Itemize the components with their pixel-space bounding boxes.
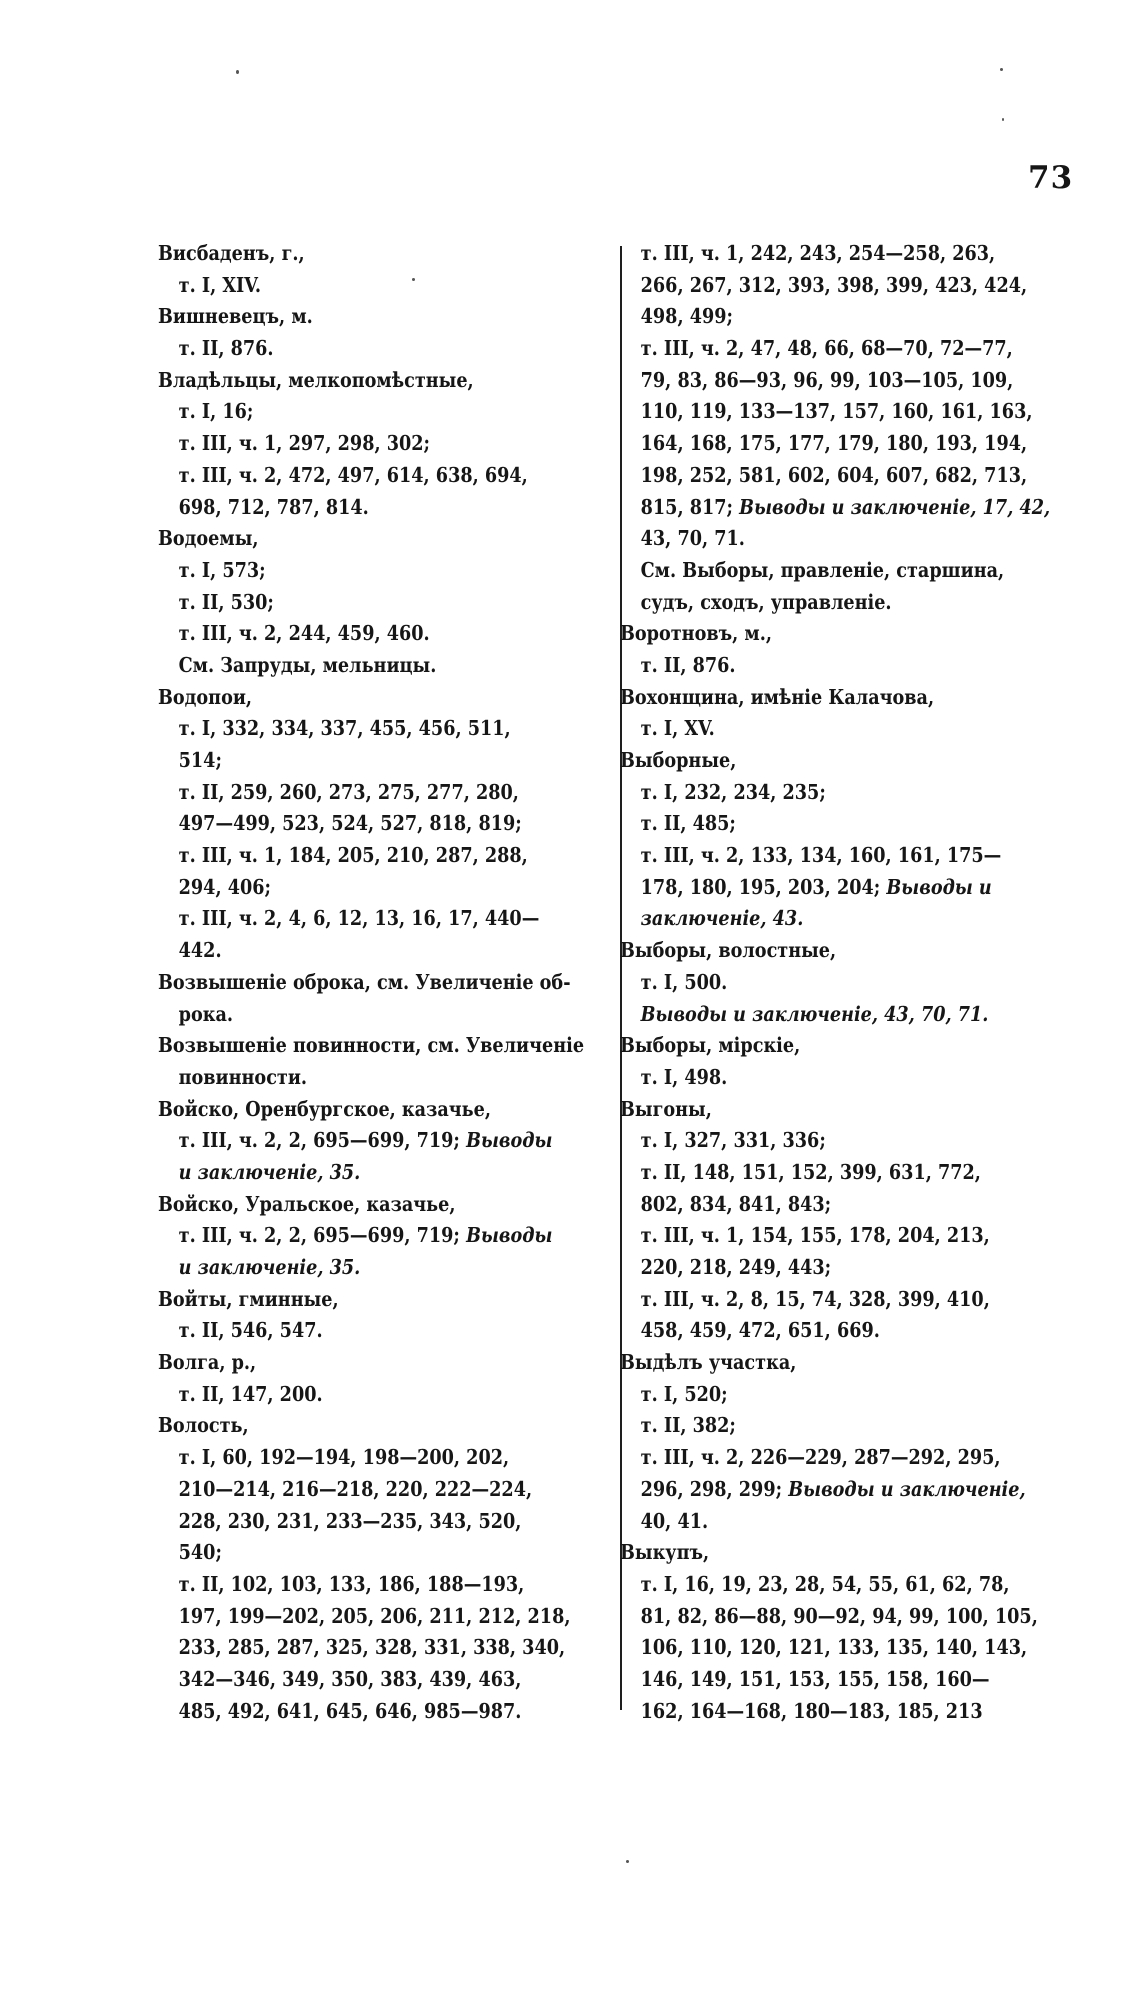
- index-entry-line: [620, 1252, 1054, 1284]
- index-entry-line: [158, 460, 567, 492]
- index-entry-line: [158, 1220, 567, 1252]
- index-entry-line: [620, 1569, 1054, 1601]
- index-text: т. I, 520;: [640, 1381, 728, 1406]
- index-entry-line: [620, 1220, 1054, 1252]
- index-text: Владѣльцы, мелкопомѣстные,: [158, 367, 474, 392]
- index-text: Возвышеніе оброка, см. Увеличеніе об-: [158, 969, 571, 994]
- index-text: Висбаденъ, г.,: [158, 241, 305, 265]
- index-text: повинности.: [178, 1064, 308, 1089]
- index-entry-line: [620, 460, 1054, 492]
- print-speck: [1000, 68, 1003, 71]
- index-entry-line: [620, 1379, 1054, 1411]
- index-entry-line: [158, 808, 567, 840]
- index-entry-heading: [158, 523, 567, 555]
- index-text: 294, 406;: [178, 874, 272, 899]
- index-text: См. Выборы, правленіе, старшина,: [640, 557, 1005, 582]
- index-text: т. I, 232, 234, 235;: [640, 779, 826, 804]
- index-entry-line: [158, 1125, 567, 1157]
- index-text: т. II, 382;: [640, 1413, 736, 1438]
- index-text: т. I, XV.: [640, 716, 715, 741]
- index-entry-line: [620, 1506, 1054, 1538]
- index-entry-heading: [158, 238, 567, 270]
- index-entry-heading: [620, 1347, 1054, 1379]
- index-text: 110, 119, 133—137, 157, 160, 161, 163,: [640, 399, 1033, 424]
- index-text: т. I, 498.: [640, 1064, 728, 1089]
- index-entry-line: [620, 777, 1054, 809]
- index-text: т. III, ч. 2, 244, 459, 460.: [178, 621, 430, 646]
- index-text: 146, 149, 151, 153, 155, 158, 160—: [640, 1666, 990, 1691]
- index-text-italic: заключеніе, 43.: [640, 906, 804, 931]
- index-text: 40, 41.: [640, 1508, 709, 1533]
- index-entry-line: [158, 1062, 567, 1094]
- index-text: т. II, 876.: [178, 336, 274, 361]
- index-text: Возвышеніе повинности, см. Увеличеніе: [158, 1033, 585, 1058]
- index-text: Воротновъ, м.,: [620, 621, 772, 646]
- index-text: т. I, 60, 192—194, 198—200, 202,: [178, 1445, 510, 1470]
- index-entry-line: [158, 270, 567, 302]
- index-text: Волость,: [158, 1413, 249, 1438]
- index-text: 220, 218, 249, 443;: [640, 1255, 832, 1279]
- index-entry-line: [620, 1474, 1054, 1506]
- index-text-italic: Выводы и: [886, 874, 992, 899]
- index-entry-line: [158, 1315, 567, 1347]
- index-text: 802, 834, 841, 843;: [640, 1191, 832, 1216]
- index-entry-heading: [158, 1094, 567, 1126]
- print-speck: [626, 1860, 629, 1863]
- index-entry-heading: [158, 1189, 567, 1221]
- index-entry-line: [158, 777, 567, 809]
- index-text: Войско, Оренбургское, казачье,: [158, 1096, 491, 1121]
- index-entry-line: [158, 1664, 567, 1696]
- index-text: т. III, ч. 2, 47, 48, 66, 68—70, 72—77,: [640, 336, 1013, 361]
- index-text: 162, 164—168, 180—183, 185, 213: [640, 1698, 983, 1723]
- index-column-left: [158, 238, 585, 1727]
- index-text: 497—499, 523, 524, 527, 818, 819;: [178, 811, 522, 836]
- index-entry-line: [158, 1474, 567, 1506]
- index-column-right: [620, 238, 1054, 1727]
- index-entry-line: [158, 492, 567, 524]
- index-entry-line: [620, 587, 1054, 619]
- index-entry-line: [620, 840, 1054, 872]
- index-entry-line: [158, 1252, 567, 1284]
- index-text: т. II, 147, 200.: [178, 1381, 323, 1406]
- index-text: 164, 168, 175, 177, 179, 180, 193, 194,: [640, 431, 1028, 456]
- index-entry-heading: [620, 682, 1054, 714]
- index-entry-line: [620, 238, 1054, 270]
- index-entry-line: [620, 1189, 1054, 1221]
- index-text: 233, 285, 287, 325, 328, 331, 338, 340,: [178, 1635, 566, 1660]
- index-entry-line: [158, 999, 567, 1031]
- index-entry-line: [620, 1062, 1054, 1094]
- index-entry-line: [158, 1696, 567, 1728]
- index-entry-line: [158, 1632, 567, 1664]
- index-entry-heading: [620, 618, 1054, 650]
- index-text: 210—214, 216—218, 220, 222—224,: [178, 1476, 533, 1501]
- index-text: т. III, ч. 1, 154, 155, 178, 204, 213,: [640, 1223, 990, 1248]
- index-entry-line: [620, 523, 1054, 555]
- index-text: 43, 70, 71.: [640, 526, 745, 551]
- index-text: 514;: [178, 748, 222, 772]
- index-entry-line: [620, 650, 1054, 682]
- index-text: 81, 82, 86—88, 90—92, 94, 99, 100, 105,: [640, 1603, 1038, 1628]
- index-entry-line: [158, 650, 567, 682]
- index-text: т. III, ч. 2, 133, 134, 160, 161, 175—: [640, 843, 1002, 868]
- index-text: Выдѣлъ участка,: [620, 1350, 797, 1375]
- index-text: т. III, ч. 1, 242, 243, 254—258, 263,: [640, 241, 996, 265]
- index-text: т. I, 573;: [178, 557, 266, 582]
- index-text: 296, 298, 299;: [640, 1476, 789, 1501]
- index-text: Выборные,: [620, 748, 737, 772]
- print-speck: [412, 278, 415, 281]
- index-text: Войско, Уральское, казачье,: [158, 1191, 456, 1216]
- index-text: т. I, 16, 19, 23, 28, 54, 55, 61, 62, 78,: [640, 1571, 1010, 1596]
- index-entry-line: [158, 713, 567, 745]
- index-text: т. III, ч. 2, 226—229, 287—292, 295,: [640, 1445, 1001, 1470]
- index-entry-line: [620, 999, 1054, 1031]
- index-entry-heading: [158, 1410, 567, 1442]
- index-entry-line: [158, 1379, 567, 1411]
- index-text: Выкупъ,: [620, 1540, 710, 1565]
- index-text: Водоемы,: [158, 526, 259, 551]
- index-entry-line: [158, 428, 567, 460]
- print-speck: [236, 70, 239, 74]
- index-entry-line: [158, 1601, 571, 1633]
- index-text: т. III, ч. 2, 2, 695—699, 719;: [178, 1223, 467, 1248]
- index-text: 815, 817;: [640, 494, 740, 519]
- index-entry-line: [620, 1410, 1054, 1442]
- index-entry-line: [620, 872, 1054, 904]
- index-entry-line: [620, 1696, 1054, 1728]
- index-text: т. I, XIV.: [178, 272, 262, 297]
- index-entry-line: [158, 396, 567, 428]
- index-text: 228, 230, 231, 233—235, 343, 520,: [178, 1508, 522, 1533]
- index-entry-line: [620, 713, 1054, 745]
- index-entry-line: [620, 1664, 1054, 1696]
- index-entry-heading: [620, 935, 1054, 967]
- index-entry-line: [158, 1442, 567, 1474]
- index-text: т. II, 102, 103, 133, 186, 188—193,: [178, 1571, 525, 1596]
- index-entry-line: [620, 492, 1054, 524]
- index-text: 485, 492, 641, 645, 646, 985—987.: [178, 1698, 522, 1723]
- index-text-italic: и заключеніе, 35.: [178, 1255, 361, 1279]
- index-entry-line: [158, 745, 567, 777]
- index-text: 79, 83, 86—93, 96, 99, 103—105, 109,: [640, 367, 1014, 392]
- index-text: 178, 180, 195, 203, 204;: [640, 874, 887, 899]
- index-entry-heading: [620, 1094, 1054, 1126]
- index-text: т. II, 530;: [178, 589, 274, 614]
- index-text: т. II, 148, 151, 152, 399, 631, 772,: [640, 1159, 981, 1184]
- index-text: 197, 199—202, 205, 206, 211, 212, 218,: [178, 1603, 571, 1628]
- index-entry-heading: [158, 682, 567, 714]
- index-text-italic: Выводы и заключеніе,: [788, 1476, 1026, 1501]
- index-text: Водопои,: [158, 684, 253, 709]
- index-text: См. Запруды, мельницы.: [178, 652, 437, 677]
- index-text: судъ, сходъ, управленіе.: [640, 589, 892, 614]
- index-text: Выборы, волостные,: [620, 938, 837, 963]
- index-entry-line: [620, 301, 1054, 333]
- index-text: 342—346, 349, 350, 383, 439, 463,: [178, 1666, 522, 1691]
- index-entry-heading: [158, 301, 567, 333]
- index-entry-line: [620, 555, 1054, 587]
- index-entry-heading: [620, 1537, 1054, 1569]
- index-text: т. I, 500.: [640, 969, 728, 994]
- index-entry-line: [158, 1569, 567, 1601]
- index-entry-line: [158, 555, 567, 587]
- index-entry-line: [620, 967, 1054, 999]
- index-text: т. III, ч. 2, 472, 497, 614, 638, 694,: [178, 462, 528, 487]
- index-text: т. I, 332, 334, 337, 455, 456, 511,: [178, 716, 511, 741]
- index-text: т. II, 259, 260, 273, 275, 277, 280,: [178, 779, 519, 804]
- index-entry-line: [158, 333, 567, 365]
- index-text: т. I, 16;: [178, 399, 254, 424]
- index-entry-line: [620, 365, 1054, 397]
- index-entry-line: [620, 1442, 1054, 1474]
- index-text-italic: Выводы: [466, 1223, 553, 1248]
- index-text-italic: Выводы и заключеніе, 43, 70, 71.: [640, 1001, 989, 1026]
- index-entry-line: [620, 1125, 1054, 1157]
- index-text: 266, 267, 312, 393, 398, 399, 423, 424,: [640, 272, 1028, 297]
- index-entry-line: [158, 1157, 567, 1189]
- index-entry-line: [158, 618, 567, 650]
- index-text: т. III, ч. 2, 2, 695—699, 719;: [178, 1128, 467, 1153]
- index-text-italic: Выводы: [466, 1128, 553, 1153]
- index-entry-heading: [158, 365, 567, 397]
- index-entry-line: [620, 1315, 1054, 1347]
- index-text: 106, 110, 120, 121, 133, 135, 140, 143,: [640, 1635, 1028, 1660]
- index-text: 498, 499;: [640, 304, 734, 329]
- index-entry-heading: [158, 1347, 567, 1379]
- index-entry-line: [620, 428, 1054, 460]
- index-entry-line: [620, 808, 1054, 840]
- index-text: т. III, ч. 1, 184, 205, 210, 287, 288,: [178, 843, 528, 868]
- index-entry-line: [158, 587, 567, 619]
- index-entry-heading: [158, 1030, 585, 1062]
- index-text: Выборы, мірскіе,: [620, 1033, 801, 1058]
- index-entry-heading: [158, 967, 571, 999]
- index-text: 540;: [178, 1540, 222, 1565]
- index-text: рока.: [178, 1001, 234, 1026]
- index-entry-heading: [158, 1284, 567, 1316]
- index-entry-line: [620, 1284, 1054, 1316]
- index-text: 698, 712, 787, 814.: [178, 494, 369, 519]
- index-entry-line: [620, 903, 1054, 935]
- index-text: 442.: [178, 938, 222, 963]
- index-entry-line: [158, 1537, 567, 1569]
- index-entry-heading: [620, 745, 1054, 777]
- index-text: т. III, ч. 2, 4, 6, 12, 13, 16, 17, 440—: [178, 906, 540, 931]
- index-entry-heading: [620, 1030, 1054, 1062]
- index-entry-line: [620, 1157, 1054, 1189]
- index-text: Вохонщина, имѣніе Калачова,: [620, 684, 935, 709]
- index-text: т. I, 327, 331, 336;: [640, 1128, 826, 1153]
- index-entry-line: [158, 935, 567, 967]
- index-entry-line: [620, 396, 1054, 428]
- index-entry-line: [158, 840, 567, 872]
- index-text: 198, 252, 581, 602, 604, 607, 682, 713,: [640, 462, 1028, 487]
- index-entry-line: [620, 1601, 1054, 1633]
- print-speck: [1002, 118, 1004, 121]
- index-entry-line: [158, 903, 567, 935]
- index-entry-line: [620, 333, 1054, 365]
- index-text: т. II, 546, 547.: [178, 1318, 323, 1343]
- index-entry-line: [620, 1632, 1054, 1664]
- index-entry-line: [620, 270, 1054, 302]
- index-entry-line: [158, 1506, 567, 1538]
- index-entry-line: [158, 872, 567, 904]
- index-text-italic: и заключеніе, 35.: [178, 1159, 361, 1184]
- index-text: т. II, 485;: [640, 811, 736, 836]
- index-text: Вишневецъ, м.: [158, 304, 313, 329]
- index-text: т. III, ч. 2, 8, 15, 74, 328, 399, 410,: [640, 1286, 990, 1311]
- index-text: Войты, гминные,: [158, 1286, 339, 1311]
- index-text-italic: Выводы и заключеніе, 17, 42,: [739, 494, 1051, 519]
- index-text: 458, 459, 472, 651, 669.: [640, 1318, 880, 1343]
- page-number: 73: [1028, 160, 1074, 196]
- index-text: Волга, р.,: [158, 1350, 257, 1375]
- index-text: т. III, ч. 1, 297, 298, 302;: [178, 431, 431, 456]
- index-text: т. II, 876.: [640, 652, 736, 677]
- index-text: Выгоны,: [620, 1096, 712, 1121]
